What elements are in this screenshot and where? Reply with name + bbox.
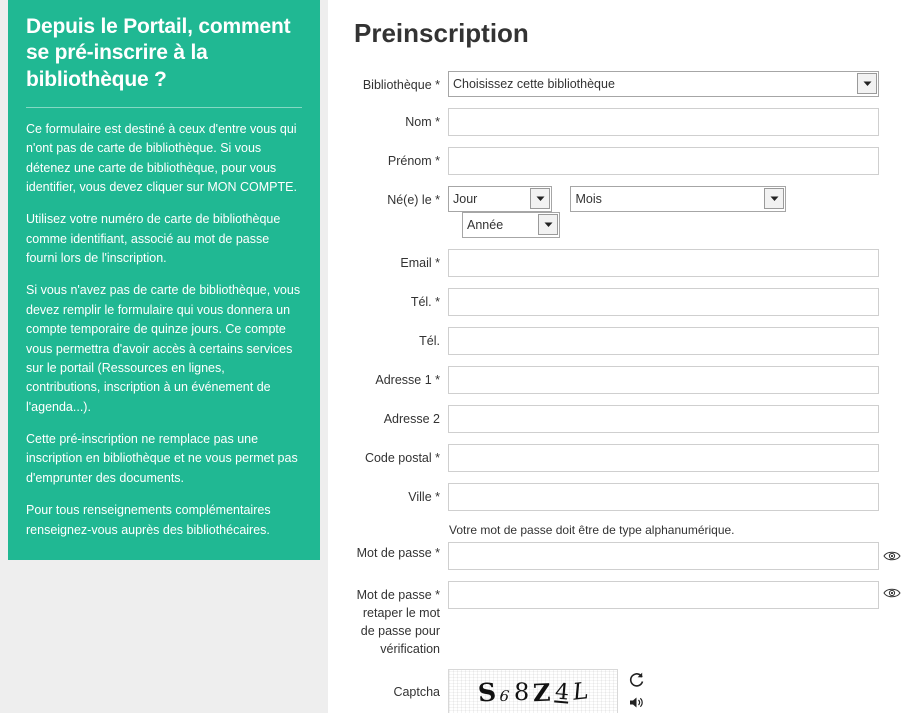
form-row-tel2 (352, 327, 879, 355)
select-mois[interactable] (570, 186, 786, 212)
select-annee[interactable] (462, 212, 560, 238)
field-tel2 (448, 327, 879, 355)
ville-input[interactable] (448, 483, 879, 511)
field-ville (448, 483, 879, 511)
info-paragraph: Pour tous renseignements complémentaires renseignez-vous auprès des bibliothécaires. (26, 503, 271, 537)
adresse2-input[interactable] (448, 405, 879, 433)
info-paragraph: Cette pré-inscription ne remplace pas une inscription en bibliothèque et ne vous permet pas d'emprunter des documents. (26, 432, 298, 485)
form-row-bibliotheque (352, 71, 879, 97)
form-row-nom (352, 108, 879, 136)
refresh-captcha-icon[interactable] (628, 671, 645, 688)
tel1-input[interactable] (448, 288, 879, 316)
field-email (448, 249, 879, 277)
captcha-char: 4 (553, 679, 570, 706)
page-title: Preinscription (354, 18, 529, 48)
select-bibliotheque[interactable] (448, 71, 879, 97)
label-bibliotheque: Bibliothèque * (362, 78, 440, 92)
captcha-char: 6 (498, 686, 511, 706)
label-naissance: Né(e) le * (387, 193, 440, 207)
field-prenom (448, 147, 879, 175)
field-mot-de-passe-confirm (448, 581, 879, 609)
label-adresse2: Adresse 2 (383, 412, 440, 426)
mot-de-passe-confirm-input[interactable] (448, 581, 879, 609)
field-mot-de-passe (448, 522, 879, 570)
info-paragraph: Si vous n'avez pas de carte de bibliothèque, vous devez remplir le formulaire qui vous donnera un compte temporaire de quinze jours. Ce compte vous permettra d'avoir accès à certains services sur le portail (Ressources en lignes, contributions, inscription à un événement de l'agenda...). (26, 283, 301, 414)
form-row-captcha (352, 669, 879, 713)
label-tel1: Tél. * (410, 295, 440, 309)
form-row-email (352, 249, 879, 277)
select-wrap-bibliotheque (448, 71, 879, 97)
label-prenom: Prénom * (387, 154, 440, 168)
field-tel1 (448, 288, 879, 316)
label-email: Email * (400, 256, 440, 270)
select-wrap-jour (448, 186, 552, 212)
form-row-naissance (352, 186, 879, 238)
info-paragraph: Ce formulaire est destiné à ceux d'entre vous qui n'ont pas de carte de bibliothèque. Si vous détenez une carte de bibliothèque, pour vous identifier, vous devez cliquer sur MON COMPTE. (26, 121, 297, 194)
label-nom: Nom * (405, 115, 440, 129)
tel2-input[interactable] (448, 327, 879, 355)
nom-input[interactable] (448, 108, 879, 136)
show-password-confirm-eye-icon[interactable] (883, 586, 901, 604)
code-postal-input[interactable] (448, 444, 879, 472)
label-ville: Ville * (408, 490, 440, 504)
select-wrap-mois (570, 186, 786, 212)
label-mot-de-passe: Mot de passe * (356, 546, 440, 560)
field-naissance (448, 186, 879, 238)
form-row-tel1 (352, 288, 879, 316)
form-row-prenom (352, 147, 879, 175)
field-captcha (448, 669, 879, 713)
prenom-input[interactable] (448, 147, 879, 175)
select-jour[interactable] (448, 186, 552, 212)
info-paragraph: Utilisez votre numéro de carte de bibliothèque comme identifiant, associé au mot de passe fourni lors de l'inscription. (26, 212, 281, 265)
label-adresse1: Adresse 1 * (375, 373, 440, 387)
left-sidebar (0, 0, 328, 713)
label-tel2: Tél. (419, 334, 440, 348)
captcha-image (448, 669, 618, 713)
password-hint: Votre mot de passe doit être de type alphanumérique. (449, 523, 735, 537)
audio-captcha-icon[interactable] (628, 694, 645, 711)
form-row-adresse2 (352, 405, 879, 433)
preinscription-form (328, 0, 907, 713)
info-panel (8, 0, 320, 560)
captcha-actions (628, 669, 645, 711)
field-code-postal (448, 444, 879, 472)
field-adresse2 (448, 405, 879, 433)
captcha-characters (449, 670, 617, 713)
info-panel-divider (26, 107, 302, 108)
field-nom (448, 108, 879, 136)
label-mot-de-passe-confirm: Mot de passe * retaper le mot de passe pour vérification (356, 587, 440, 657)
label-code-postal: Code postal * (364, 451, 440, 465)
form-row-ville (352, 483, 879, 511)
field-bibliotheque (448, 71, 879, 97)
form-row-adresse1 (352, 366, 879, 394)
label-captcha: Captcha (393, 685, 440, 700)
field-adresse1 (448, 366, 879, 394)
captcha-char: S (477, 677, 498, 708)
form-row-mot-de-passe (352, 522, 879, 570)
form-row-mot-de-passe-confirm (352, 581, 879, 659)
captcha-char: Z (532, 677, 552, 708)
captcha-char: L (571, 678, 590, 707)
info-panel-title: Depuis le Portail, comment se pré-inscrire à la bibliothèque ? (26, 15, 291, 91)
mot-de-passe-input[interactable] (448, 542, 879, 570)
captcha-char: 8 (513, 678, 530, 707)
form-row-code-postal (352, 444, 879, 472)
show-password-eye-icon[interactable] (883, 549, 901, 567)
select-wrap-annee (462, 212, 560, 238)
email-input[interactable] (448, 249, 879, 277)
adresse1-input[interactable] (448, 366, 879, 394)
